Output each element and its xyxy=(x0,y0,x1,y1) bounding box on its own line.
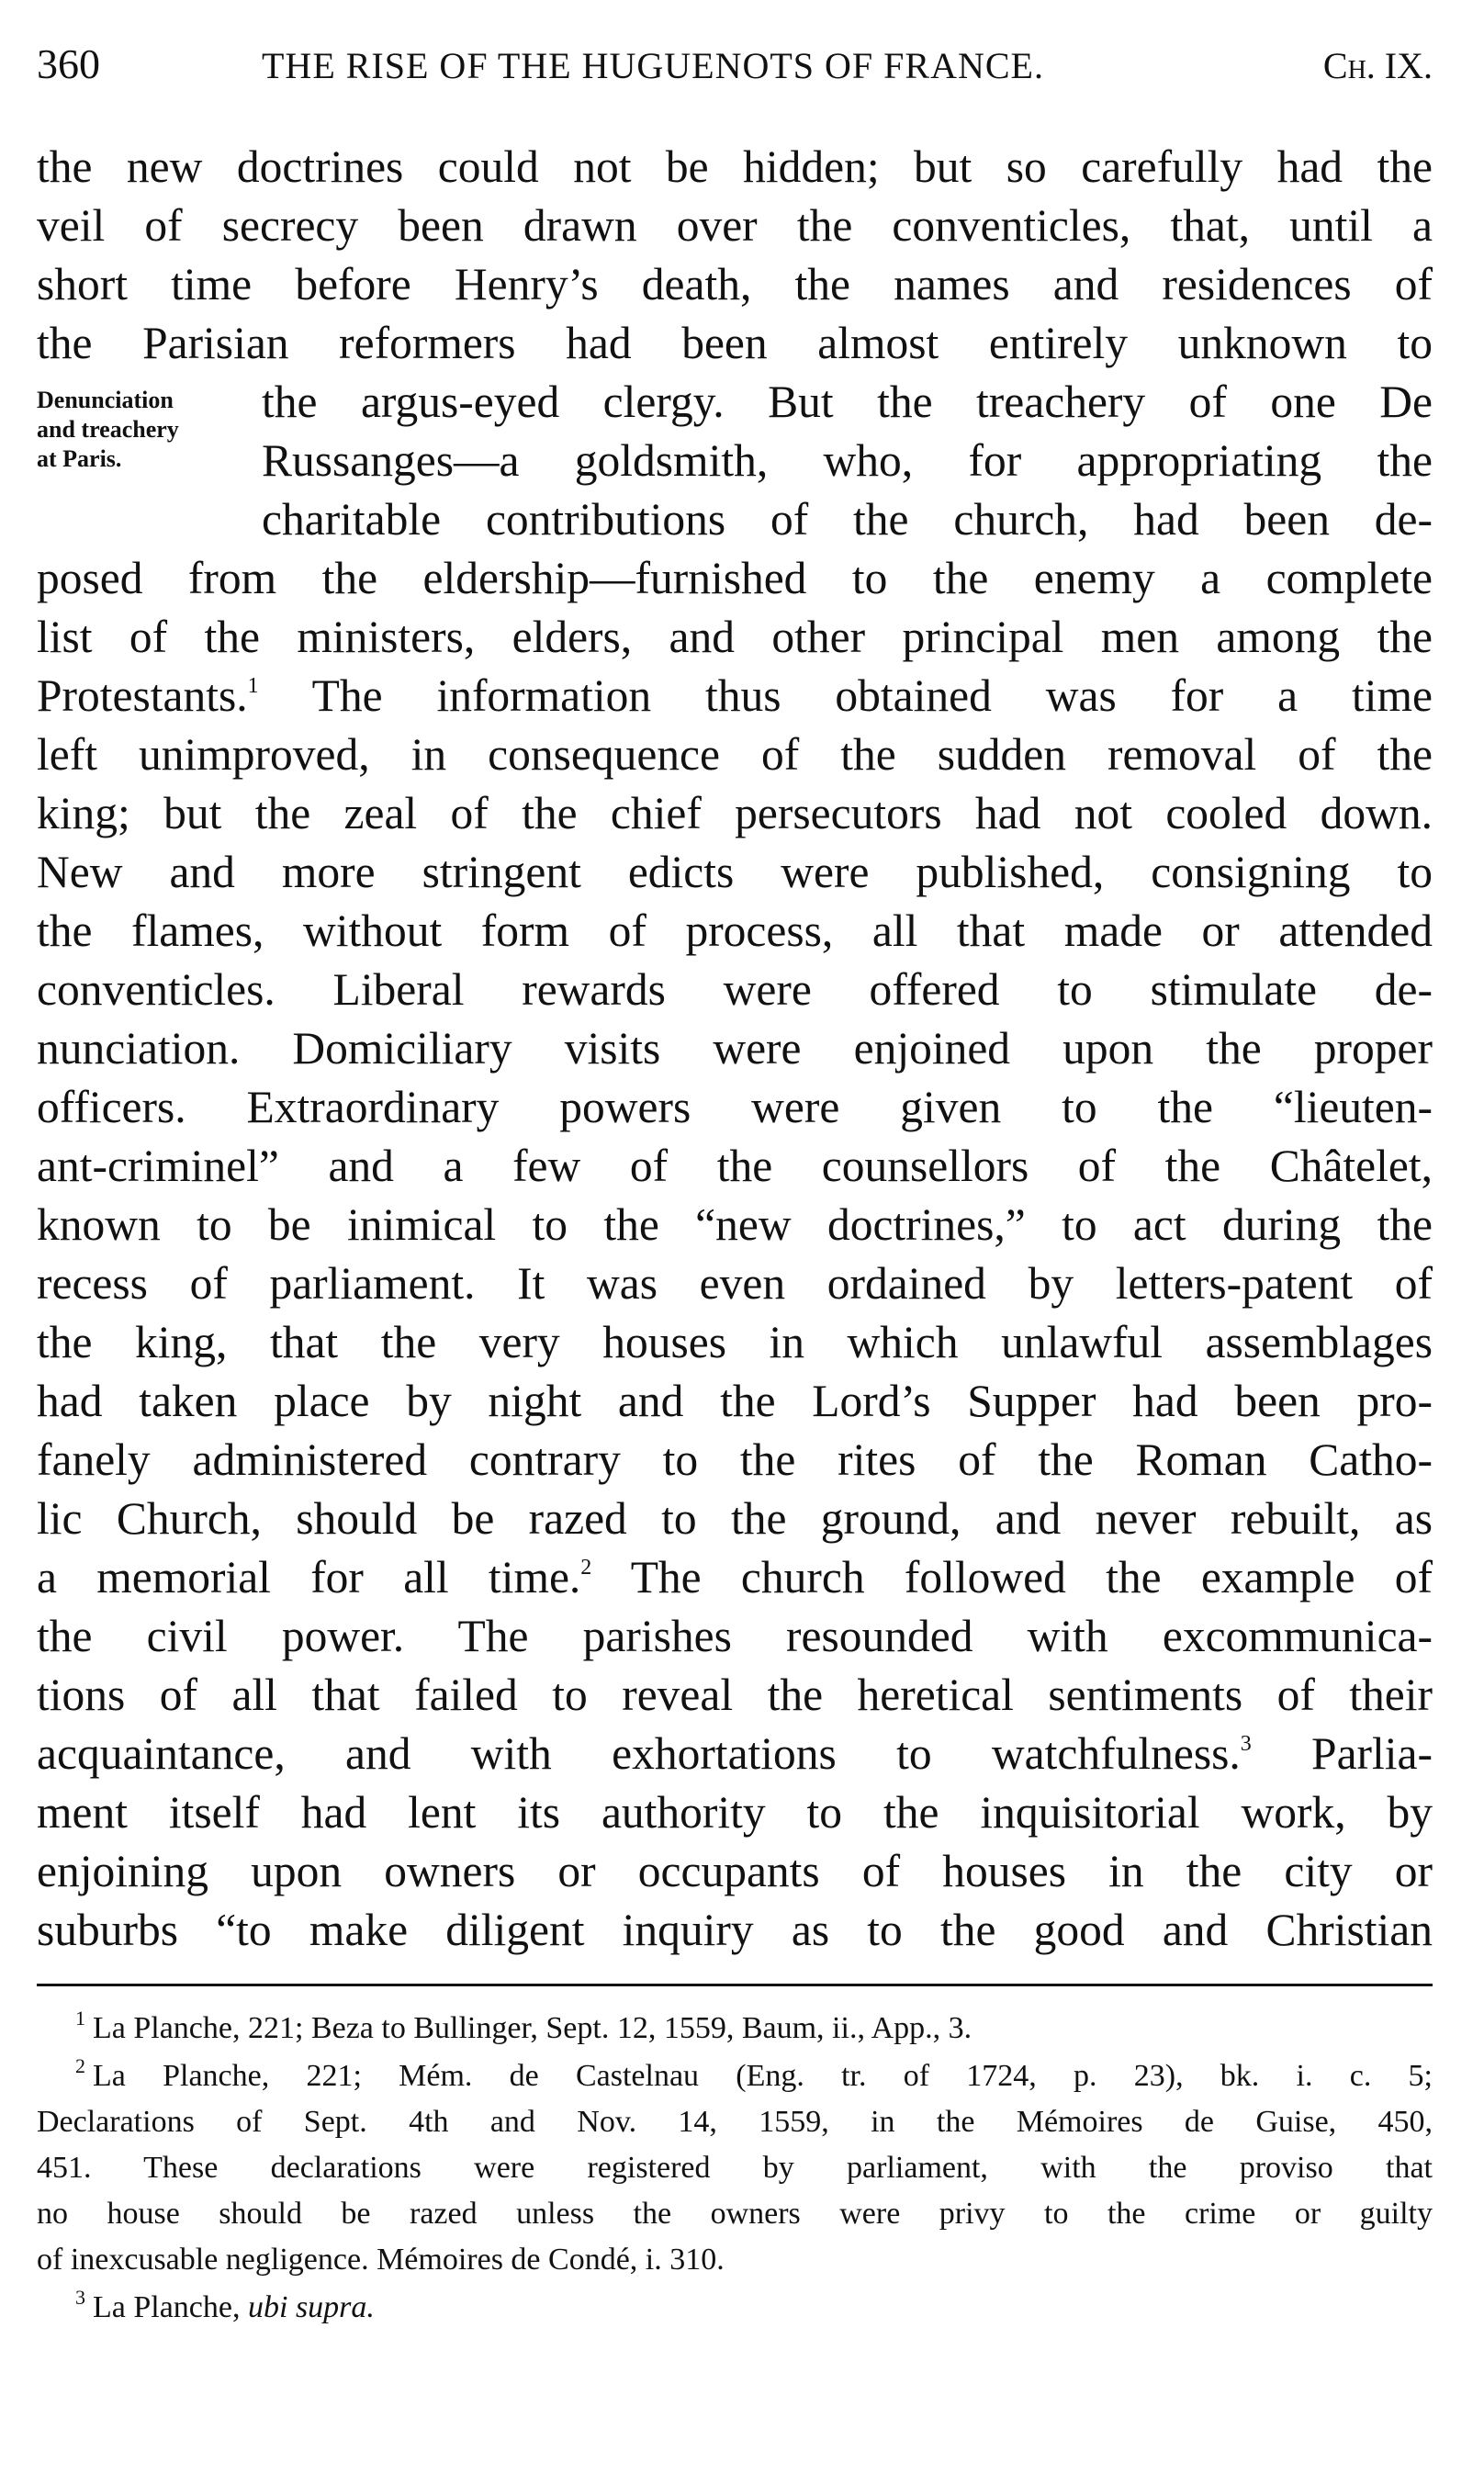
text-segment: Protestants. xyxy=(37,670,248,721)
footnote-marker: 3 xyxy=(75,2286,85,2309)
text-line: the king, that the very houses in which unlawful assemblages xyxy=(37,1317,1433,1367)
text-line: New and more stringent edicts were published, consigning to xyxy=(37,847,1433,897)
text-line xyxy=(37,667,1433,725)
text-line: had taken place by night and the Lord’s Supper had been pro- xyxy=(37,1376,1433,1426)
marginal-note-line: Denunciation xyxy=(37,387,174,413)
text-line: the argus-eyed clergy. But the treachery of one De xyxy=(262,377,1433,427)
running-head xyxy=(37,39,1433,90)
text-line: the Parisian reformers had been almost entirely unknown to xyxy=(37,318,1433,368)
footnote-1 xyxy=(75,2006,972,2052)
footnote-text: Declarations of Sept. 4th and Nov. 14, 1559, in the Mémoires de Guise, 450, xyxy=(37,2105,1433,2139)
text-line: short time before Henry’s death, the names and residences of xyxy=(37,259,1433,309)
footnote-text-italic: ubi supra. xyxy=(248,2290,375,2324)
footnote-3 xyxy=(75,2285,375,2331)
text-line: suburbs “to make diligent inquiry as to the good and Christian xyxy=(37,1905,1433,1955)
text-segment: acquaintance, and with exhortations to watchfulness. xyxy=(37,1728,1241,1779)
footnote-text: La Planche, xyxy=(93,2290,241,2324)
text-line: tions of all that failed to reveal the heretical sentiments of their xyxy=(37,1670,1433,1720)
text-line: enjoining upon owners or occupants of houses in the city or xyxy=(37,1846,1433,1896)
text-segment: Parlia- xyxy=(1311,1728,1433,1779)
text-line: nunciation. Domiciliary visits were enjoined upon the proper xyxy=(37,1023,1433,1074)
marginal-note-line: at Paris. xyxy=(37,445,122,472)
text-line: known to be inimical to the “new doctrines,” to act during the xyxy=(37,1199,1433,1250)
footnote-text: La Planche, 221; Mém. de Castelnau (Eng. tr. of 1724, p. 23), bk. i. c. 5; xyxy=(93,2059,1433,2093)
text-line: the civil power. The parishes resounded with excommunica- xyxy=(37,1611,1433,1661)
running-title: THE RISE OF THE HUGUENOTS OF FRANCE. xyxy=(262,45,1044,86)
footnote-text: of inexcusable negligence. Mémoires de Condé, i. 310. xyxy=(37,2243,725,2277)
text-line: conventicles. Liberal rewards were offered to stimulate de- xyxy=(37,964,1433,1015)
text-line: posed from the eldership—furnished to the enemy a complete xyxy=(37,553,1433,603)
text-line: Russanges—a goldsmith, who, for appropriating the xyxy=(262,435,1433,486)
footnote-divider xyxy=(37,1984,1433,1986)
text-line xyxy=(37,1548,1433,1607)
footnote-ref: 2 xyxy=(580,1556,592,1580)
text-line: lic Church, should be razed to the ground, and never rebuilt, as xyxy=(37,1493,1433,1544)
chapter-label: Ch. IX. xyxy=(1322,45,1433,86)
text-line: fanely administered contrary to the rites of the Roman Catho- xyxy=(37,1434,1433,1485)
text-line: ant-criminel” and a few of the counsellors of the Châtelet, xyxy=(37,1141,1433,1191)
marginal-note-line: and treachery xyxy=(37,416,179,443)
text-line: the flames, without form of process, all that made or attended xyxy=(37,905,1433,956)
text-line: charitable contributions of the church, had been de- xyxy=(262,494,1433,545)
footnote-text: no house should be razed unless the owners were privy to the crime or guilty xyxy=(37,2197,1433,2231)
text-segment: a memorial for all time. xyxy=(37,1552,581,1602)
footnote-text: La Planche, 221; Beza to Bullinger, Sept. 12, 1559, Baum, ii., App., 3. xyxy=(93,2011,972,2045)
footnote-marker: 2 xyxy=(75,2054,85,2077)
text-line: veil of secrecy been drawn over the conventicles, that, until a xyxy=(37,200,1433,251)
text-line: recess of parliament. It was even ordained by letters-patent of xyxy=(37,1258,1433,1309)
text-segment: The information thus obtained was for a time xyxy=(311,670,1433,721)
text-line: left unimproved, in consequence of the sudden removal of the xyxy=(37,729,1433,780)
footnote-marker: 1 xyxy=(75,2007,85,2030)
text-line: the new doctrines could not be hidden; but so carefully had the xyxy=(37,141,1433,192)
page-number: 360 xyxy=(37,40,100,87)
text-line: king; but the zeal of the chief persecutors had not cooled down. xyxy=(37,788,1433,838)
text-line xyxy=(37,1725,1433,1783)
footnote-ref: 1 xyxy=(247,674,259,698)
footnote-text: 451. These declarations were registered by parliament, with the proviso that xyxy=(37,2151,1433,2185)
footnote-ref: 3 xyxy=(1240,1732,1252,1756)
text-line: ment itself had lent its authority to the inquisitorial work, by xyxy=(37,1787,1433,1838)
footnote-2 xyxy=(75,2053,1433,2099)
text-line: officers. Extraordinary powers were given to the “lieuten- xyxy=(37,1082,1433,1132)
marginal-note xyxy=(37,386,248,474)
text-line: list of the ministers, elders, and other principal men among the xyxy=(37,612,1433,662)
text-segment: The church followed the example of xyxy=(630,1552,1433,1602)
